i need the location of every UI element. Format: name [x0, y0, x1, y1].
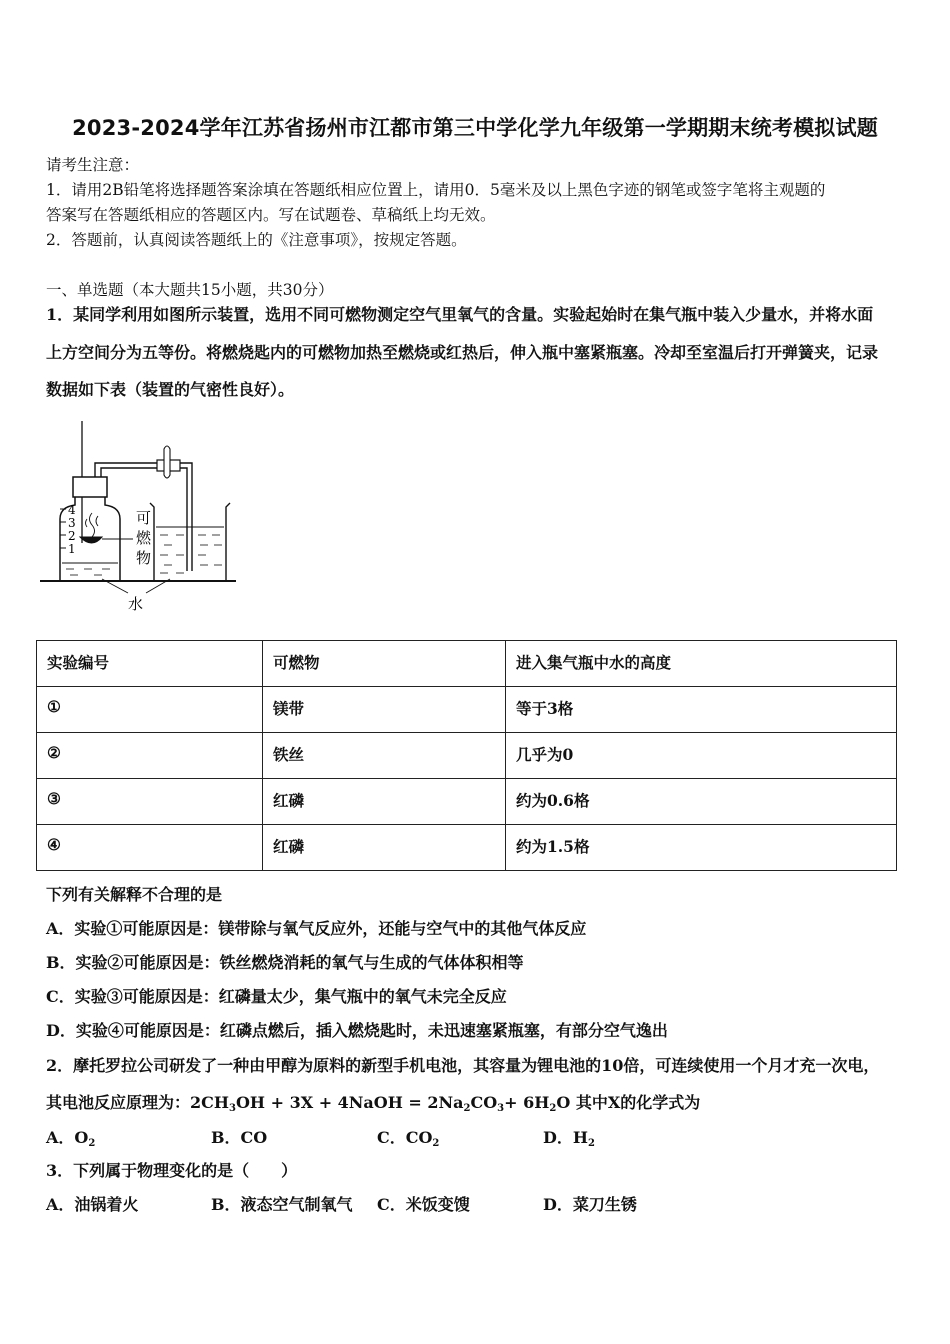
q2-eq-lhs-sub: 3: [229, 1103, 236, 1114]
q2-option-a-sub: 2: [88, 1138, 96, 1149]
cell-combustible: 铁丝: [263, 733, 506, 779]
q2-option-d: [543, 1125, 595, 1149]
cell-number: ④: [37, 825, 263, 871]
q1-option-c: C．实验③可能原因是：红磷量太少，集气瓶中的氧气未完全反应: [46, 987, 507, 1006]
q2-option-d-text: D．H: [543, 1128, 588, 1147]
scale-mark-4: 4: [68, 503, 76, 517]
q1-option-a: A．实验①可能原因是：镁带除与氧气反应外，还能与空气中的其他气体反应: [46, 919, 587, 938]
section-heading: 一、单选题（本大题共15小题，共30分）: [46, 281, 334, 299]
q2-eq-co-sub: 3: [497, 1103, 505, 1114]
q1-stem-line-1: 1．某同学利用如图所示装置，选用不同可燃物测定空气里氧气的含量。实验起始时在集气瓶中装入少量水，并将水面: [46, 305, 874, 324]
notice-item-1-line-1: 1．请用2B铅笔将选择题答案涂填在答题纸相应位置上，请用0．5毫米及以上黑色字迹的钢笔或签字笔将主观题的: [46, 181, 826, 199]
notice-item-1-line-2: 答案写在答题纸相应的答题区内。写在试题卷、草稿纸上均无效。: [46, 206, 496, 224]
table-row: [37, 825, 897, 871]
scale-mark-3: 3: [68, 516, 76, 530]
q2-option-c-sub: 2: [432, 1138, 440, 1149]
cell-water-height: 约为0.6格: [506, 779, 897, 825]
q3-stem: 3．下列属于物理变化的是（ ）: [46, 1161, 298, 1180]
cell-number: ③: [37, 779, 263, 825]
q2-eq-mid: OH + 3X + 4NaOH = 2Na: [235, 1093, 464, 1112]
q2-option-c-text: C．CO: [377, 1128, 433, 1147]
notice-item-2: 2．答题前，认真阅读答题纸上的《注意事项》，按规定答题。: [46, 231, 467, 249]
q2-eq-plus: + 6H: [504, 1093, 550, 1112]
cell-number: ②: [37, 733, 263, 779]
header-cell-number: 实验编号: [37, 641, 263, 687]
q2-option-c: [377, 1125, 439, 1149]
header-cell-water-height: 进入集气瓶中水的高度: [506, 641, 897, 687]
q1-stem-line-2: 上方空间分为五等份。将燃烧匙内的可燃物加热至燃烧或红热后，伸入瓶中塞紧瓶塞。冷却至室温后打开弹簧夹，记录: [46, 343, 879, 362]
cell-water-height: 约为1.5格: [506, 825, 897, 871]
notice-heading: 请考生注意：: [46, 156, 140, 174]
q2-option-d-sub: 2: [588, 1138, 595, 1149]
header-cell-combustible: 可燃物: [263, 641, 506, 687]
q2-eq-co: CO: [470, 1093, 498, 1112]
q2-option-b: B．CO: [211, 1128, 268, 1147]
q1-question: 下列有关解释不合理的是: [46, 885, 223, 904]
cell-water-height: 等于3格: [506, 687, 897, 733]
q1-option-d: D．实验④可能原因是：红磷点燃后，插入燃烧匙时，未迅速塞紧瓶塞，有部分空气逸出: [46, 1021, 668, 1040]
scale-mark-2: 2: [68, 529, 76, 543]
table-row: [37, 779, 897, 825]
scale-mark-1: 1: [68, 542, 76, 556]
q2-option-a-text: A．O: [46, 1128, 89, 1147]
label-combustible-2: 燃: [136, 529, 152, 547]
apparatus-diagram: [40, 415, 250, 615]
q2-stem-line-1: 2．摩托罗拉公司研发了一种由甲醇为原料的新型手机电池，其容量为锂电池的10倍，可连续使用一个月才充一次电，: [46, 1056, 880, 1075]
table-row: [37, 733, 897, 779]
cell-combustible: 镁带: [263, 687, 506, 733]
results-table: [36, 640, 897, 871]
q2-stem-line-2: [46, 1090, 700, 1114]
cell-combustible: 红磷: [263, 825, 506, 871]
q2-prefix: 其电池反应原理为：: [46, 1093, 191, 1112]
q2-eq-tail: O 其中X的化学式为: [556, 1093, 701, 1112]
table-row: [37, 687, 897, 733]
table-header-row: [37, 641, 897, 687]
q3-option-b: B．液态空气制氧气: [211, 1195, 353, 1214]
q3-option-d: D．菜刀生锈: [543, 1195, 637, 1214]
q2-eq-h-sub: 2: [549, 1103, 557, 1114]
cell-combustible: 红磷: [263, 779, 506, 825]
q2-option-a: [46, 1125, 95, 1149]
q3-option-c: C．米饭变馊: [377, 1195, 470, 1214]
q2-eq-na-sub: 2: [463, 1103, 471, 1114]
cell-water-height: 几乎为0: [506, 733, 897, 779]
label-water: 水: [128, 595, 144, 613]
q1-stem-line-3: 数据如下表（装置的气密性良好）。: [46, 380, 295, 399]
q1-option-b: B．实验②可能原因是：铁丝燃烧消耗的氧气与生成的气体体积相等: [46, 953, 524, 972]
label-combustible-1: 可: [136, 509, 152, 527]
label-combustible-3: 物: [136, 549, 152, 567]
q3-option-a: A．油锅着火: [46, 1195, 139, 1214]
page-title: 2023-2024学年江苏省扬州市江都市第三中学化学九年级第一学期期末统考模拟试题: [72, 116, 878, 140]
cell-number: ①: [37, 687, 263, 733]
q2-eq-lhs: 2CH: [190, 1093, 229, 1112]
